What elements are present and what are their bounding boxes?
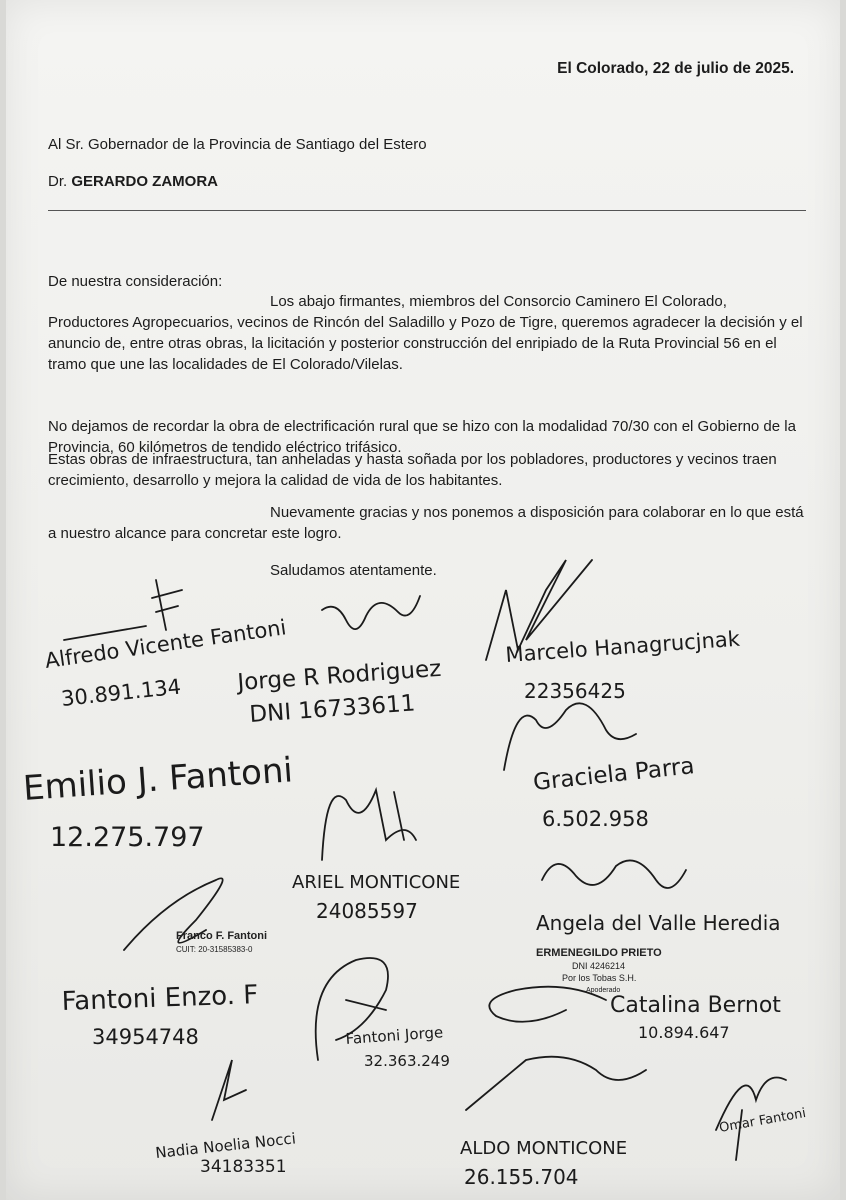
letter-page [6, 0, 840, 1200]
stamp-prieto-name: ERMENEGILDO PRIETO [536, 947, 662, 959]
sig-name-10: Catalina Bernot [610, 993, 781, 1018]
sig-name-12: ALDO MONTICONE [460, 1138, 628, 1159]
signatures-area [6, 0, 840, 1200]
stamp-fantoni-name: Franco F. Fantoni [176, 930, 268, 942]
sig-name-6: ARIEL MONTICONE [292, 872, 461, 893]
name-prefix: Dr. [48, 173, 68, 190]
sig-name-5: Graciela Parra [531, 753, 696, 796]
signature-scribble-nadia [212, 1060, 246, 1120]
sig-name-13: Omar Fantoni [718, 1105, 808, 1136]
signature-scribble-6 [322, 790, 416, 860]
letter-date: El Colorado, 22 de julio de 2025. [557, 60, 794, 77]
signature-scribble-2 [322, 596, 420, 629]
sig-id-8: 34954748 [92, 1025, 199, 1049]
sig-id-2: DNI 16733611 [248, 690, 417, 728]
sig-name-8: Fantoni Enzo. F [61, 980, 259, 1017]
signature-scribble-1 [64, 580, 182, 640]
closing: Saludamos atentamente. [270, 562, 437, 579]
signature-scribble-7 [542, 860, 686, 888]
greeting: De nuestra consideración: [48, 273, 223, 290]
stamp-prieto-company: Por los Tobas S.H. [562, 973, 637, 983]
sig-id-3: 22356425 [524, 679, 626, 703]
paragraph-4: Nuevamente gracias y nos ponemos a disposición para colaborar en lo que está a nuestro alcance para concretar este logro. [48, 504, 804, 542]
stamp-prieto-dni: DNI 4246214 [572, 961, 626, 971]
sig-name-3: Marcelo Hanagrucjnak [504, 626, 741, 667]
sig-id-9: 32.363.249 [364, 1052, 450, 1070]
paragraph-2: No dejamos de recordar la obra de electrificación rural que se hizo con la modalidad 70/30 con el Gobierno de la Provincia, 60 kilómetros de tendido eléctrico trifásico. [48, 418, 796, 456]
governor-name: GERARDO ZAMORA [71, 173, 219, 190]
sig-name-1: Alfredo Vicente Fantoni [43, 615, 288, 673]
sig-name-7: Angela del Valle Heredia [536, 911, 781, 935]
sig-name-4: Emilio J. Fantoni [21, 750, 295, 809]
sig-id-6: 24085597 [316, 899, 418, 923]
recipient-line: Al Sr. Gobernador de la Provincia de Santiago del Estero [48, 136, 427, 153]
sig-id-11: 34183351 [200, 1157, 287, 1177]
stamp-prieto-role: Apoderado [586, 987, 621, 994]
signature-scribble-aldo [466, 1057, 646, 1110]
sig-id-12: 26.155.704 [464, 1165, 579, 1189]
paragraph-3: Estas obras de infraestructura, tan anheladas y hasta soñada por los pobladores, productores y vecinos traen crecimiento, desarrollo y mejora la calidad de vida de los habitantes. [48, 451, 777, 489]
sig-name-9: Fantoni Jorge [345, 1023, 444, 1048]
sig-name-11: Nadia Noelia Nocci [154, 1129, 297, 1162]
sig-id-1: 30.891.134 [60, 674, 183, 711]
sig-name-2: Jorge R Rodriguez [236, 655, 443, 696]
signature-scribble-4 [504, 703, 636, 770]
sig-id-4: 12.275.797 [50, 822, 205, 853]
stamp-fantoni-cuit: CUIT: 20-31585383-0 [176, 945, 253, 954]
sig-id-5: 6.502.958 [542, 807, 649, 831]
paragraph-1: Los abajo firmantes, miembros del Consorcio Caminero El Colorado, Productores Agropecuarios, vecinos de Rincón del Saladillo y Pozo de Tigre, queremos agradecer la decisión y el anuncio de, entre otras obras, la licitación y posterior construcción del enripiado de la Ruta Provincial 56 en el tramo que une las localidades de El Colorado/Vilelas. [48, 293, 803, 373]
sig-id-10: 10.894.647 [638, 1023, 730, 1042]
